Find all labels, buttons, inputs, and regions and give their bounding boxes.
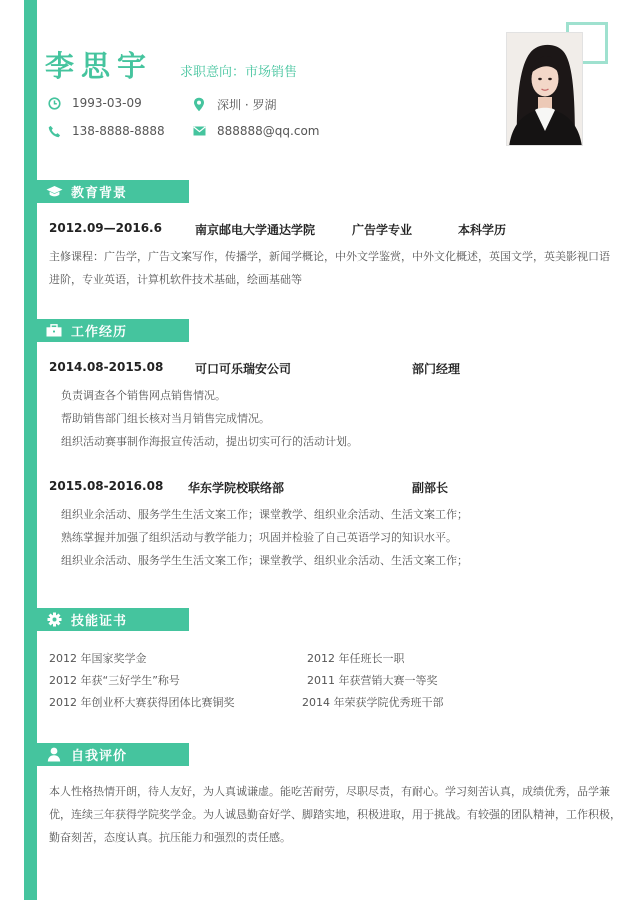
section-title-self-evaluation: 自我评价 (71, 749, 128, 764)
education-period: 2012.09—2016.6 (49, 221, 162, 235)
job-duties (61, 503, 468, 572)
self-evaluation-line: 优，连续三年获得学院奖学金。为人诚恳勤奋好学、脚踏实地，积极进取，用于挑战。有较强的团队精神，工作积极， (49, 808, 621, 821)
courses-line: 主修课程：广告学，广告文案写作，传播学，新闻学概论，中外文学鉴赏，中外文化概述，英国文学，英美影视口语 (49, 250, 610, 263)
duty-item: 帮助销售部门组长核对当月销售完成情况。 (61, 412, 270, 425)
education-degree: 本科学历 (458, 223, 507, 237)
certificate-item: 2012 年创业杯大赛获得团体比赛铜奖 (49, 696, 235, 709)
phone-info (46, 124, 165, 138)
birthday-value: 1993-03-09 (72, 96, 142, 110)
certificate-item: 2014 年荣获学院优秀班干部 (302, 696, 444, 709)
candidate-name: 李思宇 (45, 49, 154, 83)
job-objective: 求职意向：市场销售 (180, 65, 298, 80)
certificate-item: 2012 年国家奖学金 (49, 652, 147, 665)
section-header-work (37, 319, 189, 342)
job-company: 可口可乐瑞安公司 (195, 362, 292, 376)
duty-item: 熟练掌握并加强了组织活动与教学能力；巩固并检验了自己英语学习的知识水平。 (61, 531, 457, 544)
job-duties (61, 384, 358, 453)
email-value: 888888@qq.com (217, 124, 320, 138)
certificate-item: 2011 年获营销大赛一等奖 (307, 674, 438, 687)
section-title-work: 工作经历 (71, 325, 128, 340)
job-period: 2015.08-2016.08 (49, 479, 164, 493)
birthday-info (46, 96, 142, 110)
phone-icon (46, 124, 62, 138)
self-evaluation-line: 本人性格热情开朗，待人友好，为人真诚谦虚。能吃苦耐劳，尽职尽责，有耐心。学习刻苦认真，成绩优秀，品学兼 (49, 785, 610, 798)
section-title-skills: 技能证书 (71, 614, 128, 629)
job-role: 部门经理 (412, 362, 461, 376)
education-school: 南京邮电大学通达学院 (195, 223, 316, 237)
education-courses (49, 245, 610, 291)
profile-photo (506, 32, 583, 146)
clock-icon (46, 96, 62, 110)
accent-sidebar (24, 0, 37, 900)
section-header-education (37, 180, 189, 203)
self-evaluation-text (49, 780, 621, 849)
phone-value: 138-8888-8888 (72, 124, 165, 138)
email-icon (191, 124, 207, 138)
duty-item: 组织业余活动、服务学生生活文案工作；课堂教学、组织业余活动、生活文案工作； (61, 554, 468, 567)
section-header-self-evaluation (37, 743, 189, 766)
duty-item: 负责调查各个销售网点销售情况。 (61, 389, 226, 402)
section-title-education: 教育背景 (71, 186, 128, 201)
courses-line: 进阶，专业英语，计算机软件技术基础，绘画基础等 (49, 273, 302, 286)
gear-icon (37, 612, 71, 627)
self-evaluation-line: 勤奋刻苦，态度认真。抗压能力和强烈的责任感。 (49, 831, 291, 844)
graduation-cap-icon (37, 185, 71, 198)
certificate-item: 2012 年获“三好学生”称号 (49, 674, 180, 687)
job-role: 副部长 (412, 481, 449, 495)
duty-item: 组织业余活动、服务学生生活文案工作；课堂教学、组织业余活动、生活文案工作； (61, 508, 468, 521)
location-info (191, 96, 276, 113)
location-value: 深圳 · 罗湖 (217, 98, 277, 112)
certificate-item: 2012 年任班长一职 (307, 652, 405, 665)
location-pin-icon (191, 98, 207, 112)
job-company: 华东学院校联络部 (188, 481, 285, 495)
person-icon (37, 747, 71, 762)
briefcase-icon (37, 324, 71, 337)
email-info (191, 124, 320, 138)
education-major: 广告学专业 (352, 223, 413, 237)
duty-item: 组织活动赛事制作海报宣传活动，提出切实可行的活动计划。 (61, 435, 358, 448)
job-period: 2014.08-2015.08 (49, 360, 164, 374)
section-header-skills (37, 608, 189, 631)
